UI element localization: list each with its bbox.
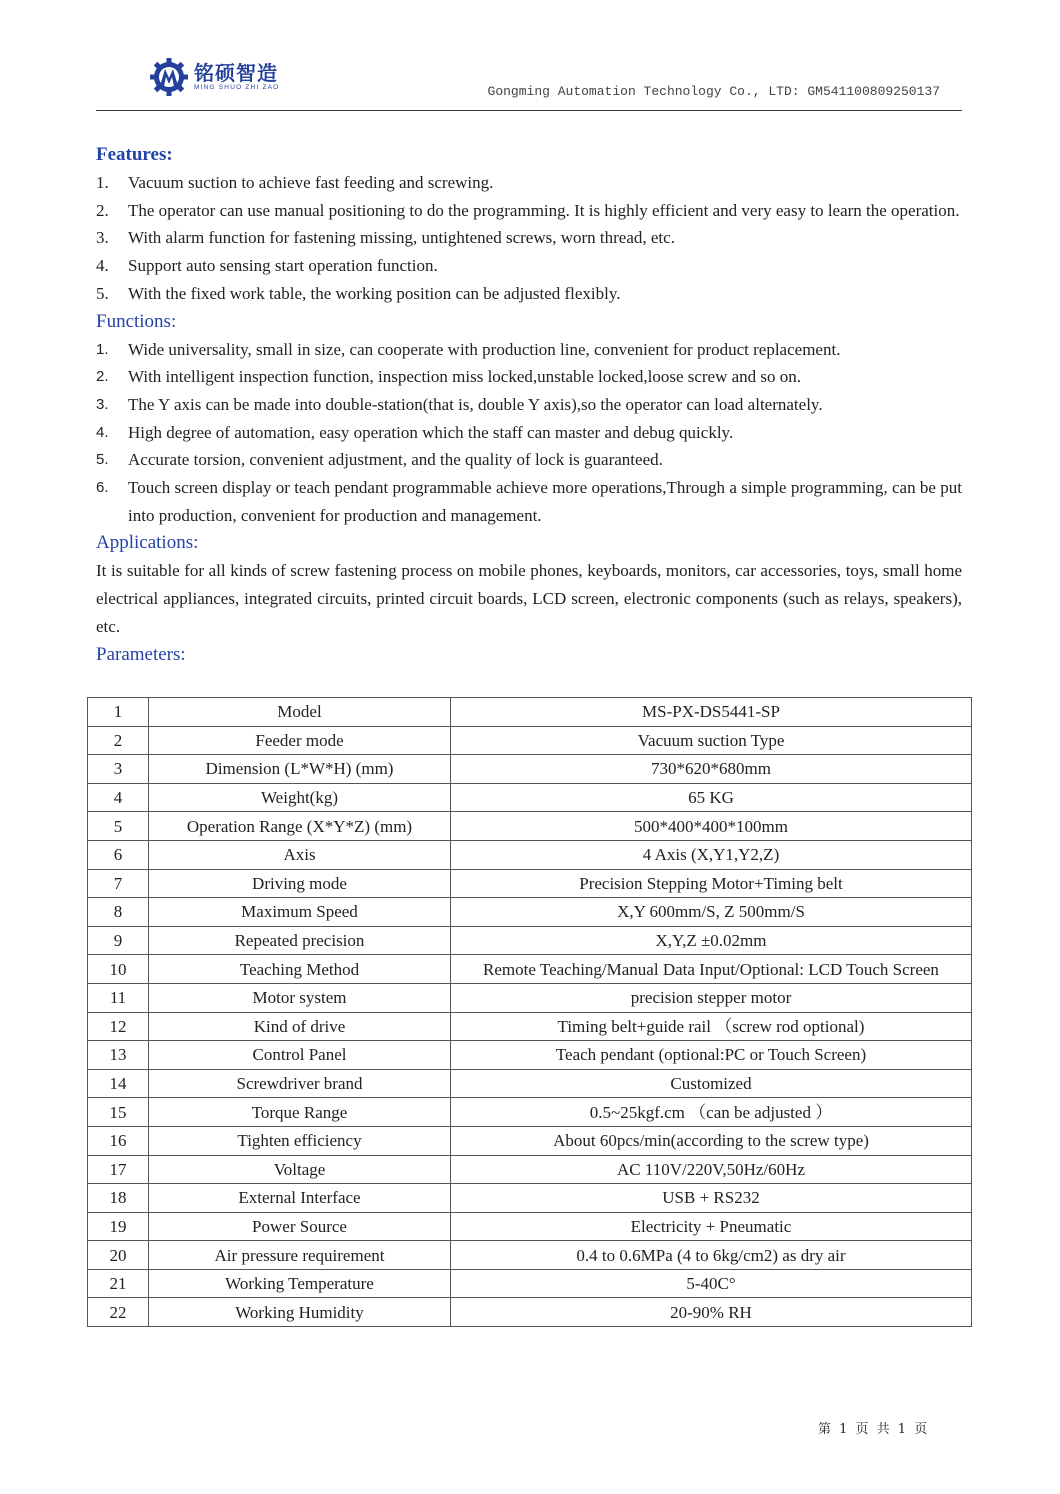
param-index-cell: 8 [88,898,149,927]
param-name-cell: Screwdriver brand [149,1069,451,1098]
param-index-cell: 11 [88,983,149,1012]
param-index-cell: 10 [88,955,149,984]
features-list [96,169,962,308]
param-value-cell: 4 Axis (X,Y1,Y2,Z) [451,840,972,869]
table-row [88,926,972,955]
table-row [88,1212,972,1241]
list-item [96,252,962,280]
table-row [88,869,972,898]
param-index-cell: 2 [88,726,149,755]
param-name-cell: Maximum Speed [149,898,451,927]
param-value-cell: Teach pendant (optional:PC or Touch Screen) [451,1041,972,1070]
company-logo [148,56,279,98]
param-index-cell: 6 [88,840,149,869]
applications-text: It is suitable for all kinds of screw fastening process on mobile phones, keyboards, monitors, car accessories, toys, small home electrical appliances, integrated circuits, printed circuit boards, LCD screen, electronic components (such as relays, speakers), etc. [96,561,962,637]
table-row [88,812,972,841]
list-item [96,363,962,391]
applications-title: Applications: [96,532,199,554]
param-name-cell: Dimension (L*W*H) (mm) [149,755,451,784]
param-value-cell: Vacuum suction Type [451,726,972,755]
param-value-cell: 5-40C° [451,1269,972,1298]
param-index-cell: 21 [88,1269,149,1298]
list-item [96,224,962,252]
param-index-cell: 14 [88,1069,149,1098]
item-text: With intelligent inspection function, inspection miss locked,unstable locked,loose screw and so on. [128,367,802,387]
param-value-cell: AC 110V/220V,50Hz/60Hz [451,1155,972,1184]
item-number: 2. [96,200,109,220]
table-row [88,1098,972,1127]
param-value-cell: 65 KG [451,783,972,812]
param-name-cell: Feeder mode [149,726,451,755]
item-text: With the fixed work table, the working position can be adjusted flexibly. [128,283,621,303]
table-row [88,955,972,984]
table-row [88,783,972,812]
list-item [96,169,962,197]
param-index-cell: 17 [88,1155,149,1184]
functions-list [96,336,962,530]
table-row [88,1155,972,1184]
page-number: 第 1 页 共 1 页 [818,1422,930,1437]
param-value-cell: Remote Teaching/Manual Data Input/Optional: LCD Touch Screen [451,955,972,984]
param-name-cell: Power Source [149,1212,451,1241]
item-text: With alarm function for fastening missing, untightened screws, worn thread, etc. [128,228,675,248]
param-value-cell: About 60pcs/min(according to the screw type) [451,1126,972,1155]
table-row [88,1041,972,1070]
param-value-cell: 0.4 to 0.6MPa (4 to 6kg/cm2) as dry air [451,1241,972,1270]
document-body [96,141,962,669]
item-number: 3. [96,395,109,413]
param-name-cell: Motor system [149,983,451,1012]
table-row [88,1012,972,1041]
param-name-cell: Weight(kg) [149,783,451,812]
param-name-cell: Kind of drive [149,1012,451,1041]
param-index-cell: 16 [88,1126,149,1155]
param-value-cell: X,Y,Z ±0.02mm [451,926,972,955]
item-number: 5. [96,451,109,469]
item-text: Support auto sensing start operation function. [128,256,438,276]
param-index-cell: 4 [88,783,149,812]
param-name-cell: Tighten efficiency [149,1126,451,1155]
param-index-cell: 19 [88,1212,149,1241]
param-value-cell: 730*620*680mm [451,755,972,784]
param-index-cell: 7 [88,869,149,898]
param-value-cell: 20-90% RH [451,1298,972,1327]
param-index-cell: 9 [88,926,149,955]
param-index-cell: 15 [88,1098,149,1127]
item-text: Wide universality, small in size, can cooperate with production line, convenient for product replacement. [128,339,841,359]
item-text: Touch screen display or teach pendant programmable achieve more operations,Through a simple programming, can be put into production, convenient for production and management. [128,478,962,525]
table-row [88,726,972,755]
parameters-title: Parameters: [96,644,186,666]
param-value-cell: MS-PX-DS5441-SP [451,698,972,727]
table-row [88,1241,972,1270]
param-index-cell: 5 [88,812,149,841]
param-index-cell: 3 [88,755,149,784]
param-name-cell: Model [149,698,451,727]
list-item [96,446,962,474]
page-header [96,48,962,111]
param-value-cell: Electricity + Pneumatic [451,1212,972,1241]
logo-english-name: MING SHUO ZHI ZAO [194,84,280,91]
item-number: 5. [96,283,109,303]
company-name: Gongming Automation Technology Co., LTD: GM541100809250137 [487,84,940,99]
list-item [96,419,962,447]
table-row [88,1184,972,1213]
param-name-cell: Working Temperature [149,1269,451,1298]
item-number: 3. [96,228,109,248]
param-value-cell: Precision Stepping Motor+Timing belt [451,869,972,898]
param-name-cell: Torque Range [149,1098,451,1127]
param-name-cell: Working Humidity [149,1298,451,1327]
list-item [96,336,962,364]
param-name-cell: Repeated precision [149,926,451,955]
list-item [96,391,962,419]
param-name-cell: Teaching Method [149,955,451,984]
features-title: Features: [96,144,173,165]
param-index-cell: 18 [88,1184,149,1213]
table-row [88,840,972,869]
functions-title: Functions: [96,310,177,332]
param-value-cell: Customized [451,1069,972,1098]
param-value-cell: Timing belt+guide rail （screw rod optional) [451,1012,972,1041]
item-text: High degree of automation, easy operation which the staff can master and debug quickly. [128,422,734,442]
param-name-cell: External Interface [149,1184,451,1213]
item-number: 1. [96,340,109,358]
parameters-table [87,697,972,1327]
param-index-cell: 22 [88,1298,149,1327]
item-text: The operator can use manual positioning to do the programming. It is highly efficient and very easy to learn the operation. [128,200,960,220]
parameters-table-body [88,698,972,1327]
table-row [88,1269,972,1298]
item-text: Accurate torsion, convenient adjustment, and the quality of lock is guaranteed. [128,450,663,470]
table-row [88,1298,972,1327]
item-number: 6. [96,479,109,497]
item-text: The Y axis can be made into double-station(that is, double Y axis),so the operator can load alternately. [128,394,823,414]
logo-chinese-name: 铭硕智造 [194,61,278,85]
list-item [96,474,962,529]
param-name-cell: Control Panel [149,1041,451,1070]
param-value-cell: precision stepper motor [451,983,972,1012]
param-value-cell: X,Y 600mm/S, Z 500mm/S [451,898,972,927]
param-name-cell: Driving mode [149,869,451,898]
table-row [88,983,972,1012]
table-row [88,698,972,727]
param-index-cell: 1 [88,698,149,727]
param-index-cell: 13 [88,1041,149,1070]
param-value-cell: USB + RS232 [451,1184,972,1213]
item-number: 2. [96,368,109,386]
param-index-cell: 12 [88,1012,149,1041]
item-text: Vacuum suction to achieve fast feeding and screwing. [128,173,494,192]
table-row [88,1126,972,1155]
table-row [88,898,972,927]
param-index-cell: 20 [88,1241,149,1270]
item-number: 1. [96,173,109,192]
table-row [88,755,972,784]
item-number: 4. [96,256,109,276]
param-name-cell: Air pressure requirement [149,1241,451,1270]
item-number: 4. [96,423,109,441]
param-value-cell: 500*400*400*100mm [451,812,972,841]
param-name-cell: Axis [149,840,451,869]
list-item [96,197,962,225]
param-name-cell: Operation Range (X*Y*Z) (mm) [149,812,451,841]
param-value-cell: 0.5~25kgf.cm （can be adjusted ） [451,1098,972,1127]
param-name-cell: Voltage [149,1155,451,1184]
list-item [96,280,962,308]
gear-logo-icon [148,56,190,98]
table-row [88,1069,972,1098]
